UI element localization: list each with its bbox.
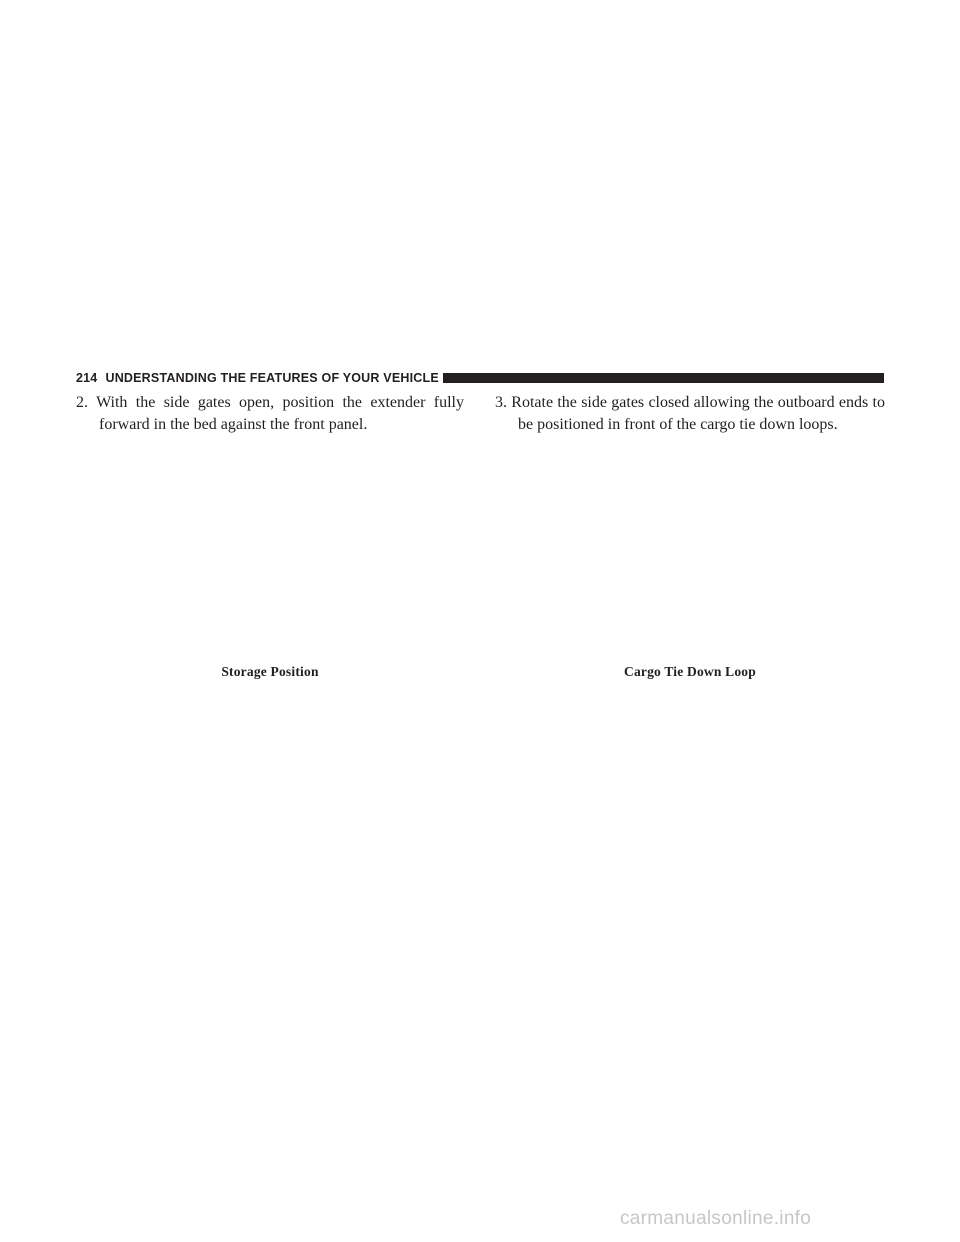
step-2-text: 2. With the side gates open, position the extender fully forward in the bed against the front panel. xyxy=(76,394,464,433)
cargo-tie-down-caption: Cargo Tie Down Loop xyxy=(624,664,756,679)
watermark: carmanualsonline.info xyxy=(620,1208,812,1229)
step-3-text: 3. Rotate the side gates closed allowing the outboard ends to be positioned in front of the cargo tie down loops. xyxy=(495,394,885,433)
section-title: UNDERSTANDING THE FEATURES OF YOUR VEHICLE xyxy=(105,371,439,385)
storage-position-figure xyxy=(76,455,464,650)
page-number: 214 xyxy=(76,371,98,385)
left-column xyxy=(76,392,464,436)
cargo-tie-down-figure xyxy=(495,455,885,650)
right-column xyxy=(495,392,885,436)
page-header xyxy=(76,370,884,386)
header-text xyxy=(76,370,443,386)
storage-position-caption: Storage Position xyxy=(221,664,319,679)
